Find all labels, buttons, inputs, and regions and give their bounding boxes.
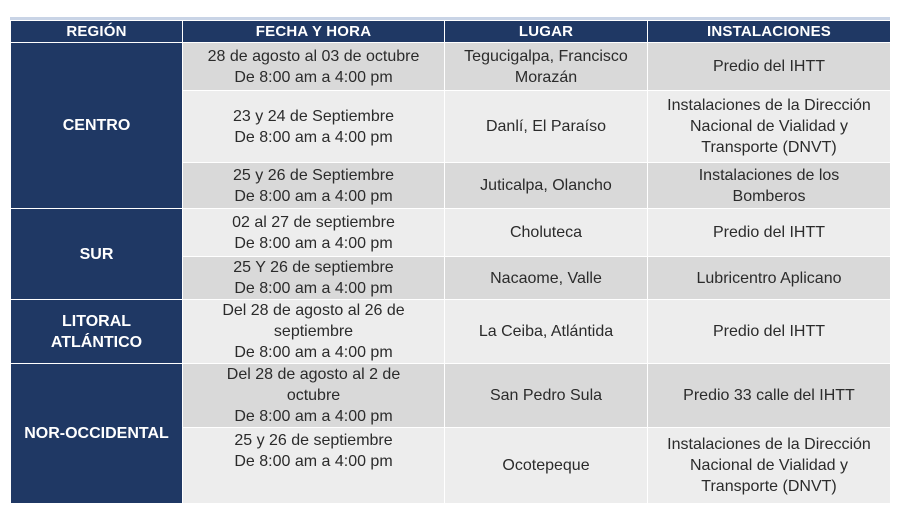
instalaciones-cell bbox=[648, 428, 891, 504]
schedule-table bbox=[10, 20, 891, 504]
table-row bbox=[11, 43, 891, 91]
header-instalaciones: INSTALACIONES bbox=[648, 21, 891, 43]
instalaciones-line: Transporte (DNVT) bbox=[701, 478, 837, 495]
hora-line: De 8:00 am a 4:00 pm bbox=[234, 408, 393, 425]
lugar-cell bbox=[445, 300, 648, 364]
instalaciones-line: Transporte (DNVT) bbox=[701, 139, 837, 156]
lugar-cell bbox=[445, 257, 648, 300]
table-row bbox=[11, 209, 891, 257]
region-nor-occidental: NOR-OCCIDENTAL bbox=[11, 364, 183, 504]
instalaciones-line: Predio del IHTT bbox=[712, 323, 826, 340]
hora-line: De 8:00 am a 4:00 pm bbox=[234, 344, 393, 361]
instalaciones-cell bbox=[648, 209, 891, 257]
fecha-cell bbox=[183, 209, 445, 257]
instalaciones-cell bbox=[648, 43, 891, 91]
fecha-line: 28 de agosto al 03 de octubre bbox=[207, 47, 420, 65]
table-row bbox=[11, 364, 891, 428]
lugar-line: San Pedro Sula bbox=[489, 387, 603, 404]
fecha-line: 25 y 26 de Septiembre bbox=[233, 166, 394, 184]
header-fecha-hora: FECHA Y HORA bbox=[183, 21, 445, 43]
instalaciones-line: Lubricentro Aplicano bbox=[696, 269, 842, 287]
header-region: REGIÓN bbox=[11, 21, 183, 43]
lugar-cell bbox=[445, 91, 648, 163]
fecha-cell bbox=[183, 91, 445, 163]
lugar-line: Nacaome, Valle bbox=[490, 269, 602, 287]
instalaciones-line: Nacional de Vialidad y bbox=[689, 118, 849, 135]
header-row bbox=[11, 21, 891, 43]
fecha-line: septiembre bbox=[273, 323, 354, 340]
instalaciones-line: Predio del IHTT bbox=[712, 224, 826, 241]
lugar-cell bbox=[445, 364, 648, 428]
region-centro: CENTRO bbox=[11, 43, 183, 209]
fecha-line: Del 28 de agosto al 2 de bbox=[226, 366, 401, 383]
instalaciones-cell bbox=[648, 163, 891, 209]
hora-line: De 8:00 am a 4:00 pm bbox=[234, 280, 393, 297]
fecha-cell bbox=[183, 300, 445, 364]
lugar-line: La Ceiba, Atlántida bbox=[478, 323, 614, 340]
lugar-line: Danlí, El Paraíso bbox=[485, 118, 607, 135]
instalaciones-cell bbox=[648, 257, 891, 300]
lugar-line: Tegucigalpa, Francisco bbox=[464, 47, 628, 65]
instalaciones-line: Predio del IHTT bbox=[712, 58, 826, 75]
lugar-line: Choluteca bbox=[509, 224, 583, 241]
hora-line: De 8:00 am a 4:00 pm bbox=[234, 187, 393, 205]
fecha-line: 25 y 26 de septiembre bbox=[234, 432, 393, 449]
lugar-cell bbox=[445, 209, 648, 257]
fecha-cell bbox=[183, 163, 445, 209]
fecha-line: 02 al 27 de septiembre bbox=[232, 213, 395, 231]
table-row bbox=[11, 300, 891, 364]
header-lugar: LUGAR bbox=[445, 21, 648, 43]
hora-line: De 8:00 am a 4:00 pm bbox=[234, 68, 393, 86]
lugar-line: Morazán bbox=[514, 68, 578, 86]
fecha-cell bbox=[183, 257, 445, 300]
instalaciones-line: Instalaciones de los bbox=[698, 166, 840, 184]
instalaciones-cell bbox=[648, 364, 891, 428]
lugar-line: Ocotepeque bbox=[502, 457, 590, 474]
fecha-line: 25 Y 26 de septiembre bbox=[233, 259, 394, 276]
hora-line: De 8:00 am a 4:00 pm bbox=[234, 128, 393, 146]
instalaciones-cell bbox=[648, 91, 891, 163]
fecha-line: Del 28 de agosto al 26 de bbox=[222, 302, 405, 319]
instalaciones-cell bbox=[648, 300, 891, 364]
fecha-line: 23 y 24 de Septiembre bbox=[233, 107, 394, 125]
instalaciones-line: Instalaciones de la Dirección bbox=[667, 97, 871, 114]
instalaciones-line: Bomberos bbox=[732, 187, 806, 205]
lugar-line: Juticalpa, Olancho bbox=[480, 177, 612, 194]
lugar-cell bbox=[445, 428, 648, 504]
fecha-cell bbox=[183, 43, 445, 91]
hora-line: De 8:00 am a 4:00 pm bbox=[234, 453, 393, 470]
instalaciones-line: Nacional de Vialidad y bbox=[689, 457, 849, 474]
fecha-cell bbox=[183, 364, 445, 428]
fecha-line: octubre bbox=[286, 387, 341, 404]
instalaciones-line: Instalaciones de la Dirección bbox=[667, 436, 871, 453]
region-sur: SUR bbox=[11, 209, 183, 300]
lugar-cell bbox=[445, 163, 648, 209]
region-litoral-atlantico: LITORAL ATLÁNTICO bbox=[11, 300, 183, 364]
lugar-cell bbox=[445, 43, 648, 91]
instalaciones-line: Predio 33 calle del IHTT bbox=[683, 387, 855, 404]
hora-line: De 8:00 am a 4:00 pm bbox=[234, 234, 393, 252]
fecha-cell bbox=[183, 428, 445, 504]
